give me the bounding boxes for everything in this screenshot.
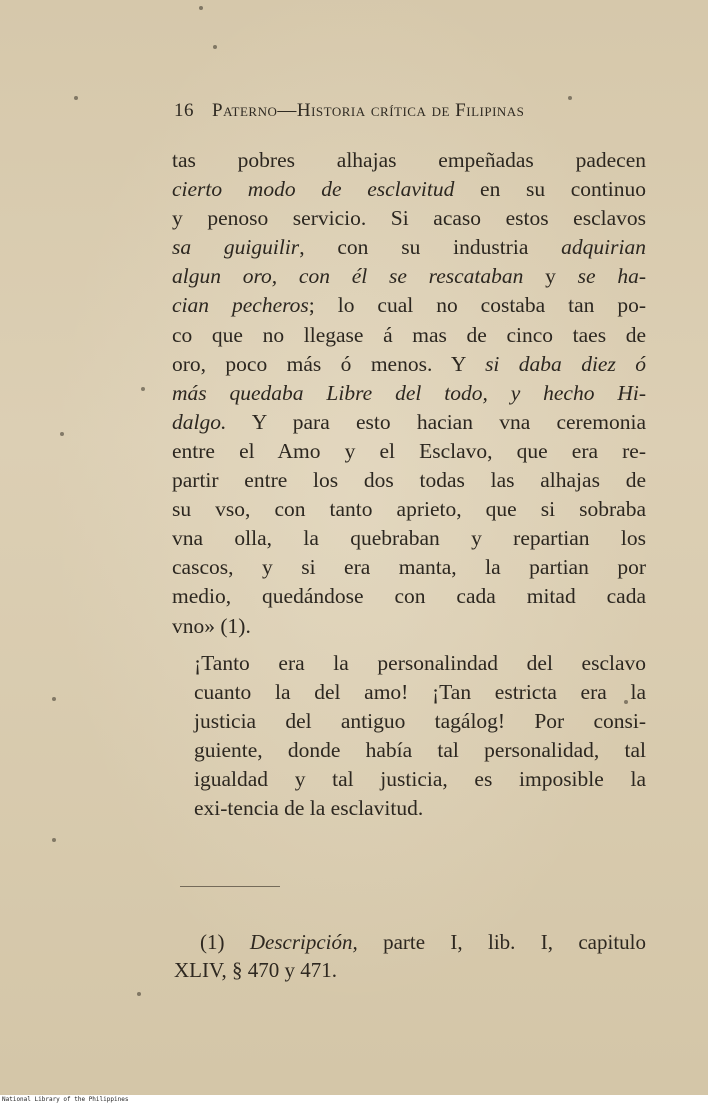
footnote-line: (1) Descripción, parte I, lib. I, capitulo [200, 930, 646, 954]
italic-phrase: más quedaba Libre del todo, y hecho Hi- [172, 380, 646, 405]
text-line: sa guiguilir, con su industria adquirian [172, 235, 646, 260]
text-line: justicia del antiguo tagálog! Por consi- [194, 708, 646, 733]
speck [199, 6, 203, 10]
speck [141, 387, 145, 391]
text-line: igualdad y tal justicia, es imposible la [194, 766, 646, 791]
text-line: exi-tencia de la esclavitud. [194, 796, 424, 821]
body-text [172, 146, 646, 823]
footnote-rule [180, 886, 280, 887]
speck [52, 838, 56, 842]
italic-phrase: adquirian [561, 235, 646, 260]
speck [60, 432, 64, 436]
footnote-line: XLIV, § 470 y 471. [174, 958, 337, 982]
text-line: co que no llegase á mas de cinco taes de [172, 322, 646, 347]
italic-phrase: cian pecheros [172, 293, 309, 318]
italic-phrase: si daba diez ó [485, 351, 646, 376]
text-line: vno» (1). [172, 613, 251, 638]
italic-phrase: dalgo. [172, 409, 227, 434]
footnote [174, 928, 646, 984]
text-line: cierto modo de esclavitud en su continuo [172, 177, 646, 202]
italic-phrase: algun oro, con él se rescataban [172, 264, 524, 289]
text-line: guiente, donde había tal personalidad, tal [194, 737, 646, 762]
text-line: oro, poco más ó menos. Y si daba diez ó [172, 351, 646, 376]
text-line: cuanto la del amo! ¡Tan estricta era la [194, 679, 646, 704]
italic-phrase: se ha- [577, 264, 646, 289]
text-line: dalgo. Y para esto hacian vna ceremonia [172, 409, 646, 434]
text-line: vna olla, la quebraban y repartian los [172, 526, 646, 551]
speck [213, 45, 217, 49]
running-title: Paterno—Historia crítica de Filipinas [212, 100, 525, 121]
page-number: 16 [174, 100, 194, 121]
text-line: y penoso servicio. Si acaso estos esclavos [172, 206, 646, 231]
text-line: algun oro, con él se rescataban y se ha- [172, 264, 646, 289]
italic-phrase: sa guiguilir [172, 235, 300, 260]
text-line: cian pecheros; lo cual no costaba tan po- [172, 293, 646, 318]
text-line: su vso, con tanto aprieto, que si sobraba [172, 497, 646, 522]
speck [137, 992, 141, 996]
text-line: tas pobres alhajas empeñadas padecen [172, 148, 646, 172]
text-line: partir entre los dos todas las alhajas de [172, 468, 646, 493]
text-line: ¡Tanto era la personalindad del esclavo [194, 650, 646, 675]
text-line: cascos, y si era manta, la partian por [172, 555, 646, 580]
text-line: entre el Amo y el Esclavo, que era re- [172, 438, 646, 463]
paragraph-1 [172, 146, 646, 641]
text-line [172, 379, 646, 408]
running-head [174, 100, 654, 134]
paragraph-2 [172, 649, 646, 824]
library-credit: National Library of the Philippines [2, 1096, 129, 1103]
italic-phrase: Descripción, [249, 930, 358, 954]
italic-phrase: cierto modo de esclavitud [172, 177, 455, 202]
speck [74, 96, 78, 100]
speck [52, 697, 56, 701]
text-line: medio, quedándose con cada mitad cada [172, 584, 646, 609]
